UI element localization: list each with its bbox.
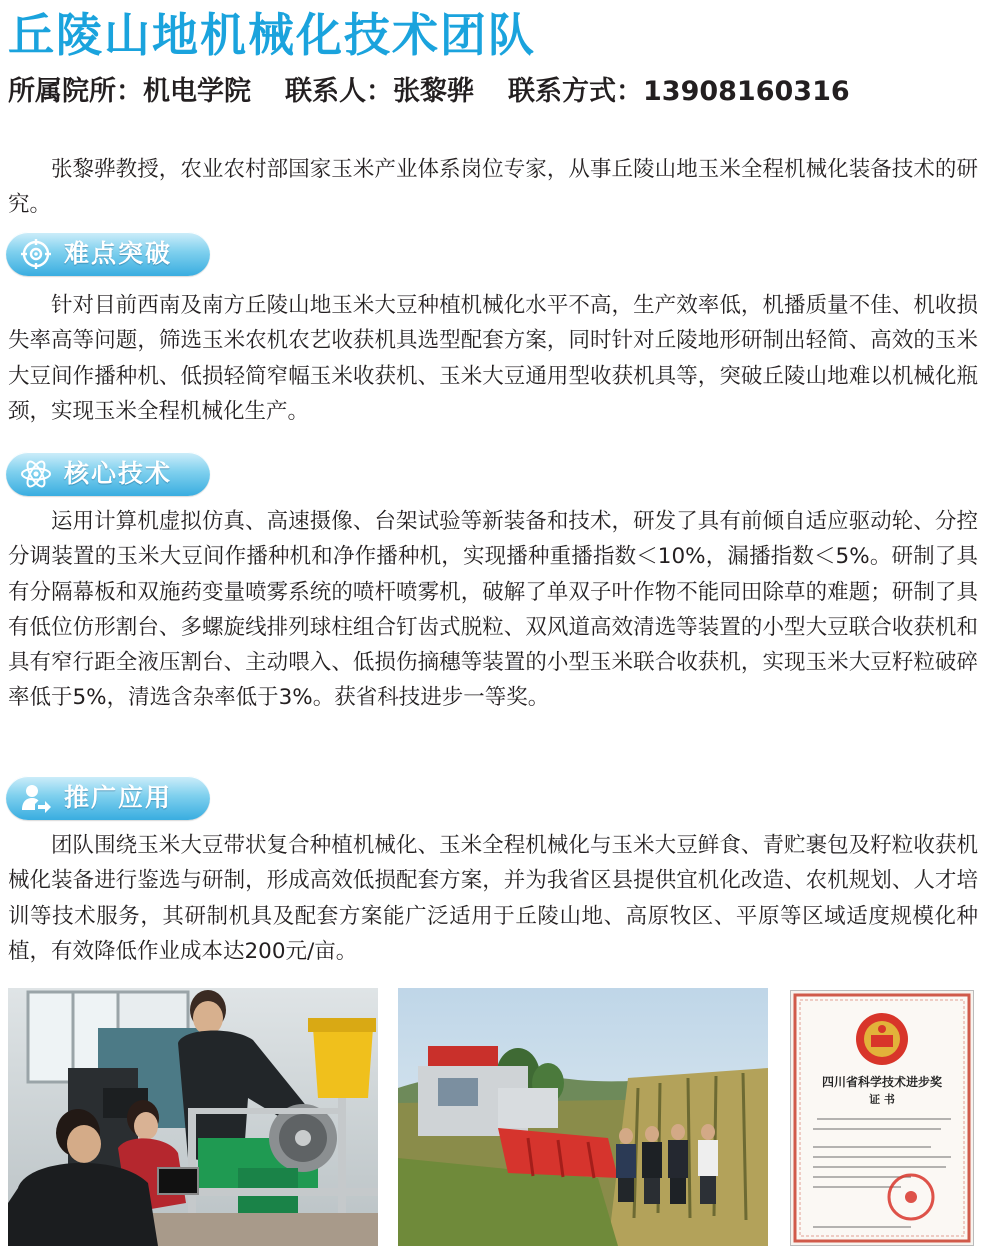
section-heading-application bbox=[6, 776, 210, 820]
atom-icon bbox=[20, 458, 52, 490]
phone-label: 联系方式：13908160316 bbox=[508, 76, 850, 107]
contact-info-line bbox=[8, 72, 850, 112]
certificate-subtitle: 证 书 bbox=[869, 1093, 895, 1106]
intro-paragraph: 张黎骅教授，农业农村部国家玉米产业体系岗位专家，从事丘陵山地玉米全程机械化装备技术的研究。 bbox=[8, 157, 978, 218]
lab-photo bbox=[8, 988, 378, 1246]
page-title: 丘陵山地机械化技术团队 bbox=[8, 8, 536, 62]
section-heading-core-tech bbox=[6, 452, 210, 496]
field-photo bbox=[398, 988, 768, 1246]
user-share-icon bbox=[20, 782, 52, 814]
section-heading-label: 难点突破 bbox=[64, 239, 173, 268]
section-body-application: 团队围绕玉米大豆带状复合种植机械化、玉米全程机械化与玉米大豆鲜食、青贮裹包及籽粒收获机械化装备进行鉴选与研制，形成高效低损配套方案，并为我省区县提供宜机化改造、农机规划、人才培训等技术服务，其研制机具及配套方案能广泛适用于丘陵山地、高原牧区、平原等区域适度规模化种植，有效降低作业成本达200元/亩。 bbox=[8, 833, 978, 964]
target-icon bbox=[20, 238, 52, 270]
section-heading-label: 核心技术 bbox=[64, 459, 173, 488]
national-emblem-icon bbox=[856, 1013, 908, 1065]
section-body-difficulty: 针对目前西南及南方丘陵山地玉米大豆种植机械化水平不高，生产效率低，机播质量不佳、机收损失率高等问题，筛选玉米农机农艺收获机具选型配套方案，同时针对丘陵地形研制出轻简、高效的玉米大豆间作播种机、低损轻简窄幅玉米收获机、玉米大豆通用型收获机具等，突破丘陵山地难以机械化瓶颈，实现玉米全程机械化生产。 bbox=[8, 293, 978, 424]
contact-person-label: 联系人：张黎骅 bbox=[285, 76, 474, 107]
section-body-core-tech: 运用计算机虚拟仿真、高速摄像、台架试验等新装备和技术，研发了具有前倾自适应驱动轮、分控分调装置的玉米大豆间作播种机和净作播种机，实现播种重播指数＜10%，漏播指数＜5%。研制了具有分隔幕板和双施药变量喷雾系统的喷杆喷雾机，破解了单双子叶作物不能同田除草的难题；研制了具有低位仿形割台、多螺旋线排列球柱组合钉齿式脱粒、双风道高效清选等装置的小型大豆联合收获机和具有窄行距全液压割台、主动喂入、低损伤摘穗等装置的小型玉米联合收获机，实现玉米大豆籽粒破碎率低于5%，清选含杂率低于3%。获省科技进步一等奖。 bbox=[8, 509, 978, 711]
certificate-title: 四川省科学技术进步奖 bbox=[821, 1075, 942, 1089]
section-heading-label: 推广应用 bbox=[64, 783, 173, 812]
section-heading-difficulty bbox=[6, 232, 210, 276]
institute-label: 所属院所：机电学院 bbox=[8, 76, 251, 107]
award-certificate-photo bbox=[790, 990, 974, 1246]
